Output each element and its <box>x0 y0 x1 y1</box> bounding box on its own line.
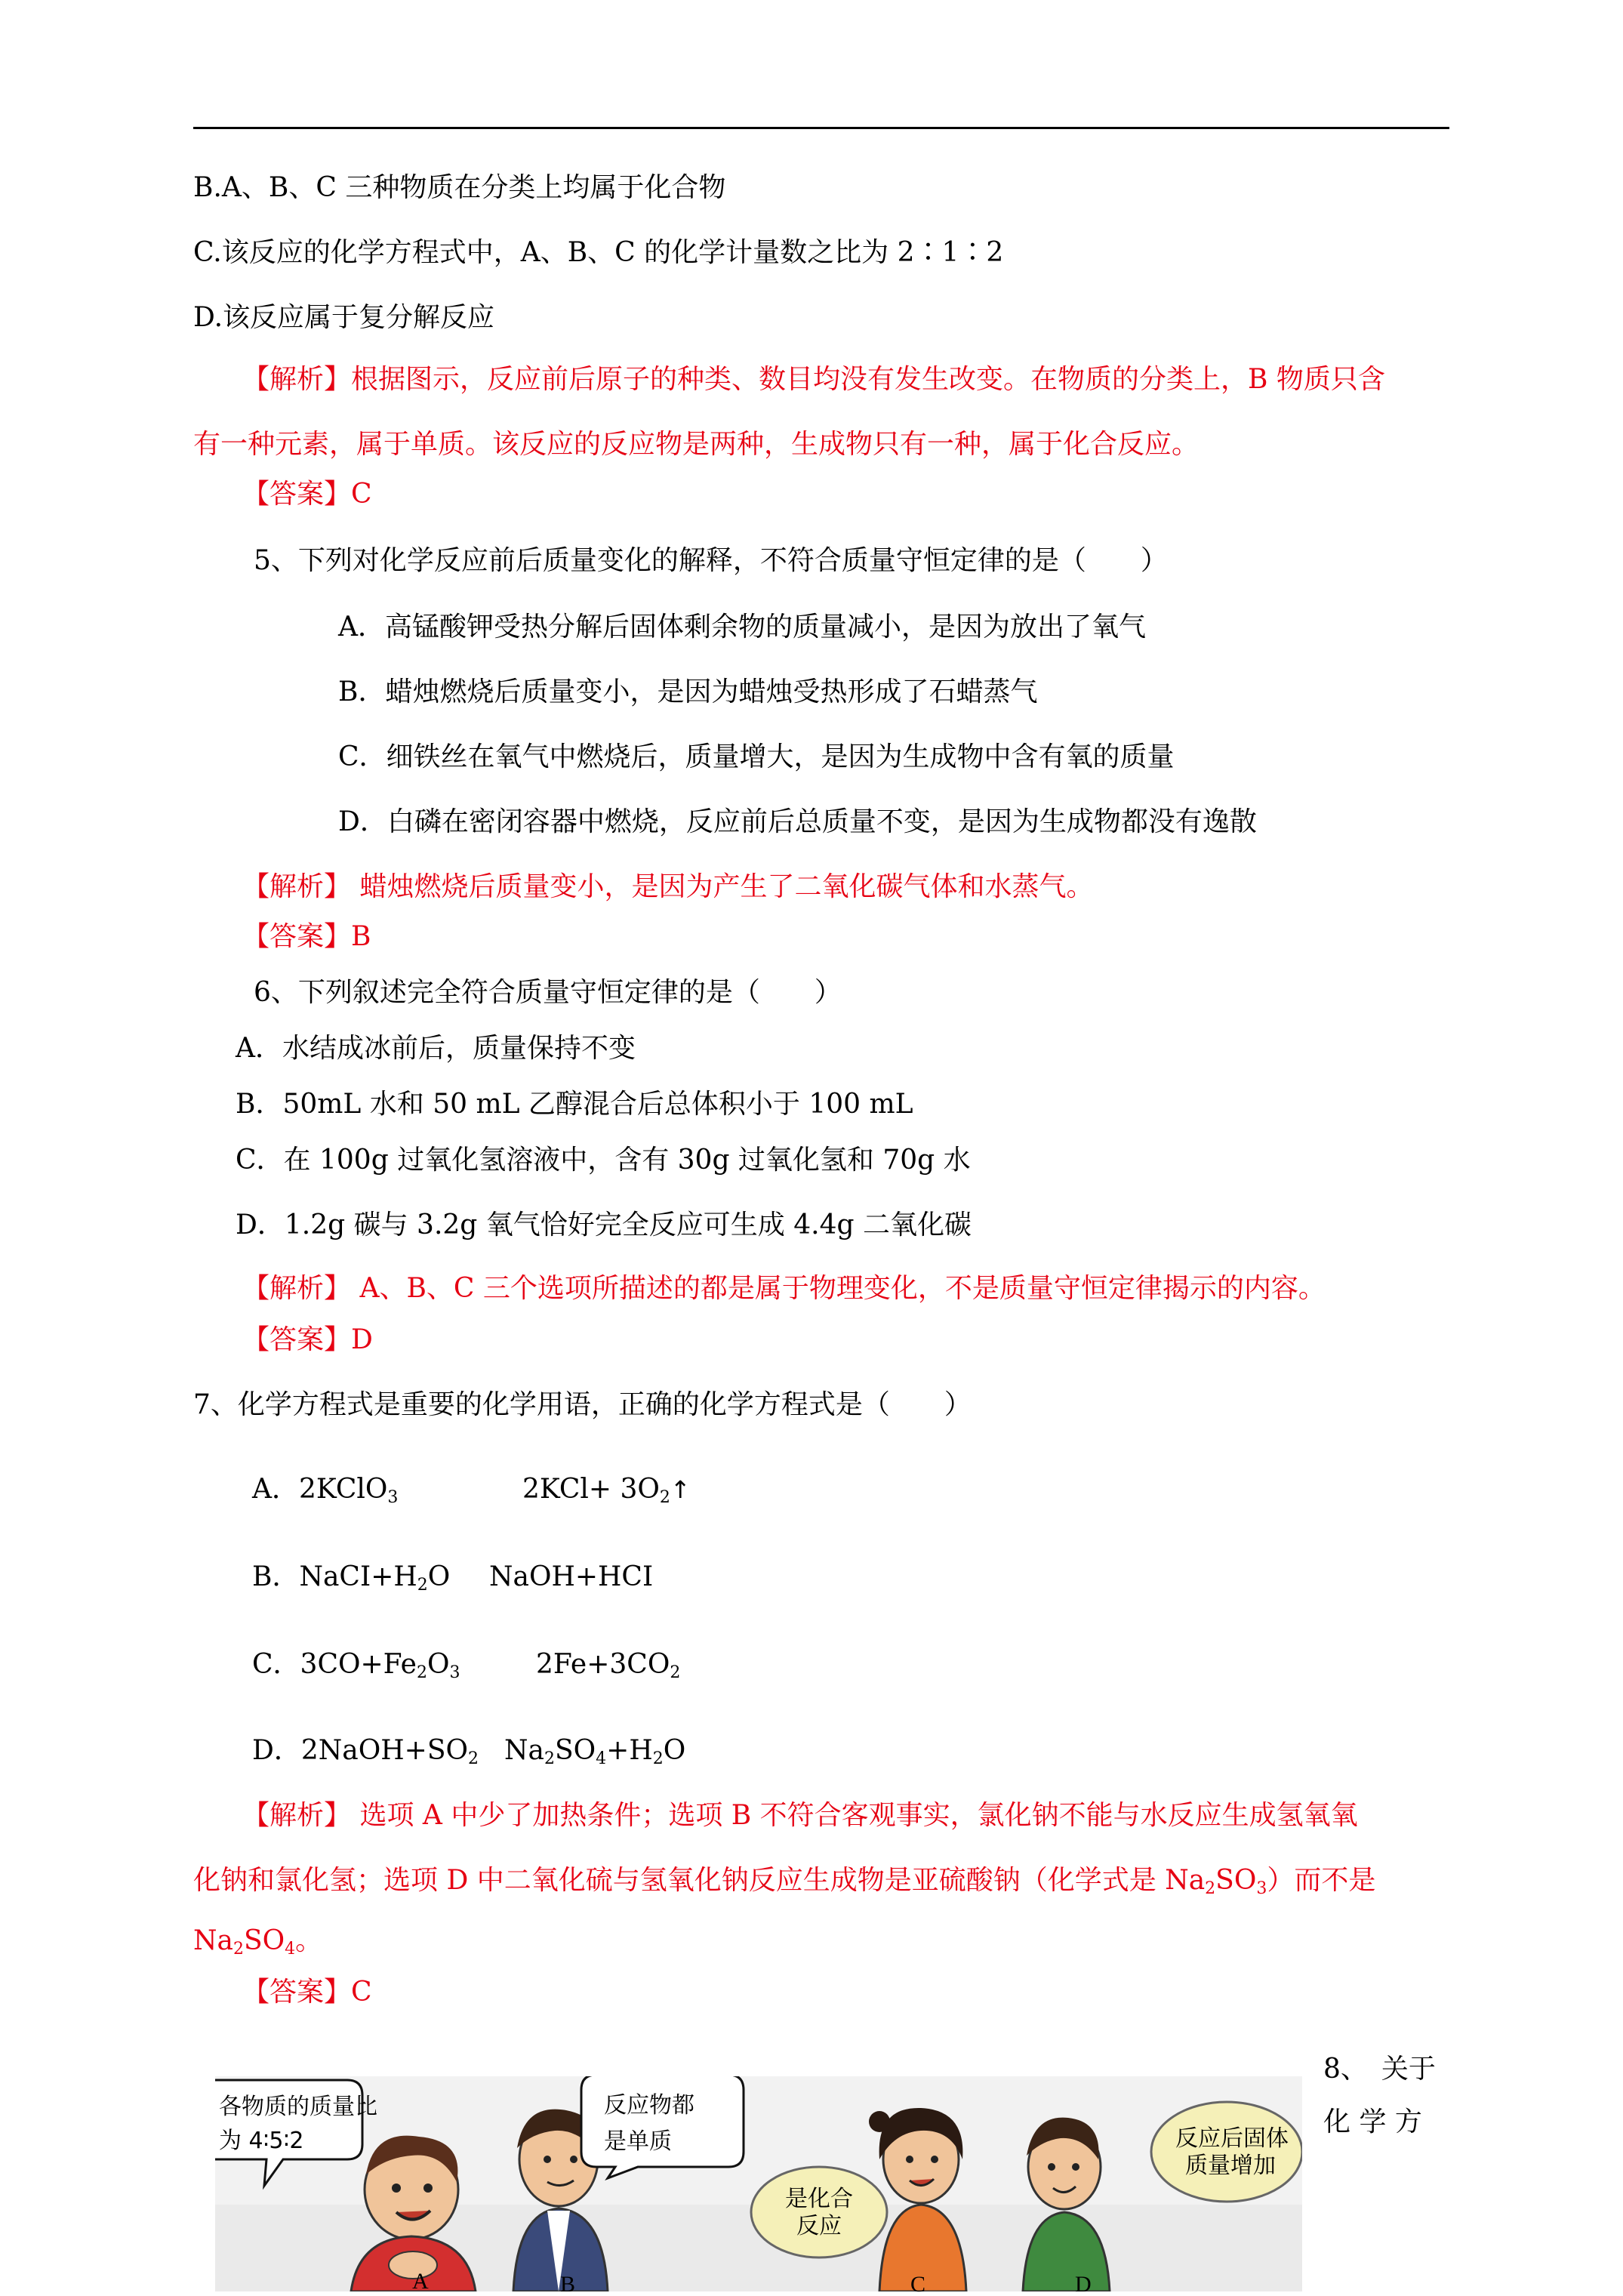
q5-option-a: A．高锰酸钾受热分解后固体剩余物的质量减小，是因为放出了氧气 <box>338 612 1146 643</box>
analysis-tag: 【解析】 <box>242 364 352 395</box>
q5-option-b: B．蜡烛燃烧后质量变小，是因为蜡烛受热形成了石蜡蒸气 <box>338 676 1038 707</box>
q6-option-b: B．50mL 水和 50 mL 乙醇混合后总体积小于 100 mL <box>236 1089 913 1120</box>
q6-option-a: A．水结成冰前后，质量保持不变 <box>236 1033 636 1064</box>
option-label: B． <box>252 1561 300 1592</box>
q7-stem: 7、化学方程式是重要的化学用语，正确的化学方程式是（ ） <box>193 1389 972 1420</box>
q7-option-b-right: NaOH+HCI <box>489 1561 654 1592</box>
q7-option-a-right: $2KCl+ 3O_2↑$ <box>522 1474 691 1507</box>
bubble-b-line1: 反应物都 <box>604 2092 694 2119</box>
up-arrow-icon: ↑ <box>670 1475 691 1504</box>
q6-stem: 6、下列叙述完全符合质量守恒定律的是（ ） <box>254 977 842 1008</box>
q7-analysis-line1 <box>242 1798 1358 1833</box>
q6-option-c: C．在 100g 过氧化氢溶液中，含有 30g 过氧化氢和 70g 水 <box>236 1145 971 1176</box>
q8-stem-line2: 化 学 方 <box>1323 2106 1422 2137</box>
q7-option-a <box>252 1472 398 1507</box>
q5-answer <box>242 920 371 954</box>
option-label: A． <box>252 1474 299 1505</box>
q4-option-b: B.A、B、C 三种物质在分类上均属于化合物 <box>193 172 726 203</box>
bubble-a-line1: 各物质的质量比 <box>219 2094 377 2120</box>
analysis-tag: 【解析】 <box>242 1273 352 1304</box>
q8-stem-line1: 8、 关于 <box>1323 2054 1436 2085</box>
q4-analysis-line1 <box>242 362 1385 397</box>
answer-value: D <box>351 1324 373 1355</box>
character-labels <box>0 2261 1623 2296</box>
answer-value: C <box>351 1977 372 2008</box>
equation-left: $3CO+Fe_2O_3$ <box>300 1649 460 1682</box>
answer-tag: 【答案】 <box>242 479 352 510</box>
cartoon-illustration <box>215 2076 1302 2291</box>
speech-bubble-c <box>751 2167 887 2257</box>
analysis-tag: 【解析】 <box>242 1800 352 1831</box>
answer-tag: 【答案】 <box>242 1324 352 1355</box>
bubble-d-line2: 质量增加 <box>1185 2153 1276 2179</box>
q7-option-d <box>252 1734 479 1768</box>
q5-option-d: D．白磷在密闭容器中燃烧，反应前后总质量不变，是因为生成物都没有逸散 <box>338 806 1257 837</box>
label-d: D <box>1075 2272 1092 2296</box>
option-label: D． <box>252 1735 301 1766</box>
q4-option-d: D.该反应属于复分解反应 <box>193 302 495 333</box>
q5-option-c: C．细铁丝在氧气中燃烧后，质量增大，是因为生成物中含有氧的质量 <box>338 741 1175 772</box>
equation-left: $NaCI+H_2O$ <box>299 1561 451 1595</box>
bubble-d-line1: 反应后固体 <box>1175 2125 1289 2152</box>
answer-tag: 【答案】 <box>242 1977 352 2008</box>
label-a: A <box>412 2269 429 2294</box>
label-c: C <box>910 2272 926 2296</box>
analysis-text: 蜡烛燃烧后质量变小，是因为产生了二氧化碳气体和水蒸气。 <box>351 871 1094 902</box>
bubble-b-line2: 是单质 <box>604 2128 672 2155</box>
analysis-text: 根据图示，反应前后原子的种类、数目均没有发生改变。在物质的分类上，B 物质只含 <box>351 364 1385 395</box>
label-b: B <box>560 2272 576 2296</box>
q4-answer <box>242 477 372 512</box>
q7-option-b <box>252 1560 450 1595</box>
q7-analysis-line2: 化钠和氯化氢；选项 D 中二氧化硫与氢氧化钠反应生成物是亚硫酸钠（化学式是 $Na_2SO_3$）而不是 <box>193 1865 1376 1898</box>
analysis-text: 选项 A 中少了加热条件；选项 B 不符合客观事实，氯化钠不能与水反应生成氢氧氧 <box>351 1800 1358 1831</box>
q7-analysis-line3: $Na_2SO_4$。 <box>193 1925 323 1959</box>
analysis-tag: 【解析】 <box>242 871 352 902</box>
q4-analysis-line2: 有一种元素，属于单质。该反应的反应物是两种，生成物只有一种，属于化合反应。 <box>193 429 1200 460</box>
q6-option-d: D．1.2g 碳与 3.2g 氧气恰好完全反应可生成 4.4g 二氧化碳 <box>236 1210 972 1240</box>
equation-left: $2NaOH+SO_2$ <box>300 1735 479 1768</box>
header-rule <box>193 127 1449 129</box>
q5-stem: 5、下列对化学反应前后质量变化的解释，不符合质量守恒定律的是（ ） <box>254 545 1168 576</box>
q5-analysis <box>242 870 1093 905</box>
bubble-c-line1: 是化合 <box>785 2186 853 2212</box>
answer-tag: 【答案】 <box>242 921 352 952</box>
q7-option-d-right: $Na_2SO_4+H_2O$ <box>504 1735 686 1768</box>
q7-option-c-right: $2Fe+3CO_2$ <box>536 1649 681 1682</box>
option-label: C． <box>252 1649 300 1680</box>
equation-left: 2KClO$_3$ <box>299 1474 399 1507</box>
analysis-text: A、B、C 三个选项所描述的都是属于物理变化，不是质量守恒定律揭示的内容。 <box>351 1273 1326 1304</box>
q7-answer <box>242 1975 372 2010</box>
speech-bubble-d <box>1151 2102 1302 2202</box>
q6-analysis <box>242 1271 1326 1306</box>
answer-value: C <box>351 479 372 510</box>
bubble-a-line2: 为 4∶5∶2 <box>219 2128 304 2154</box>
bubble-c-line2: 反应 <box>796 2213 842 2239</box>
q7-option-c <box>252 1647 460 1682</box>
answer-value: B <box>351 921 371 952</box>
speech-bubble-b <box>581 2076 744 2178</box>
q4-option-c: C.该反应的化学方程式中，A、B、C 的化学计量数之比为 2∶1∶2 <box>193 237 1004 268</box>
q6-answer <box>242 1323 373 1358</box>
